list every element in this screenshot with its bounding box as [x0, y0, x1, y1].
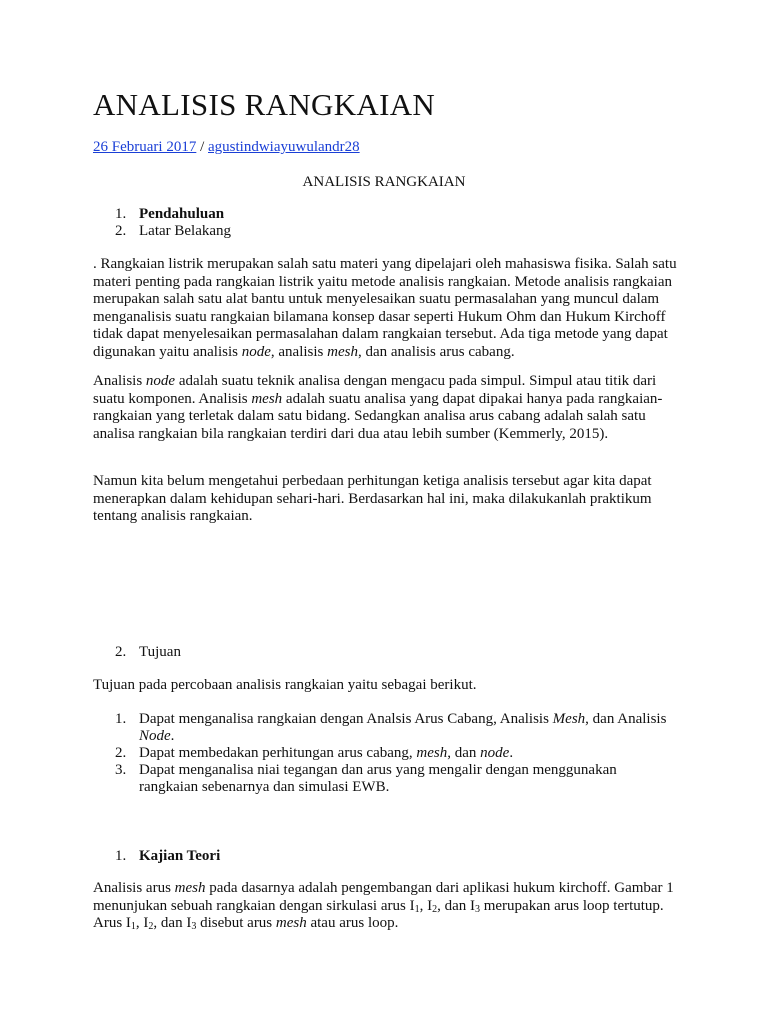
subscript: 2 — [432, 903, 438, 915]
paragraph-kajian-teori — [93, 880, 683, 933]
text-italic: mesh — [327, 343, 358, 360]
text-italic: node — [480, 745, 510, 761]
text-run: . Rangkaian listrik merupakan salah satu materi yang dipelajari oleh mahasiswa fisika. Salah satu materi penting pada rangkaian listrik yaitu metode analisis rangkaian. Metode analisis rangkaian merupakan salah satu alat bantu untuk menyelesaikan suatu permasalahan yang muncul dalam menganalisis suatu rangkaian bilamana konsep dasar seperti Hukum Ohm dan Hukum Kirchoff tidak dapat menyelesaikan permasalahan dalam rangkaian tersebut. Ada tiga metode yang dapat digunakan yaitu analisis — [93, 256, 677, 360]
post-meta — [93, 138, 360, 156]
text-run: adalah suatu teknik analisa dengan mengacu pada simpul. Simpul atau titik dari suatu komponen. Analisis — [93, 373, 657, 407]
author-link[interactable]: agustindwiayuwulandr28 — [208, 139, 360, 155]
list-number: 1. — [115, 206, 127, 222]
text-run: Dapat menganalisa rangkaian dengan Analsis Arus Cabang, Analisis — [139, 711, 553, 727]
list-item — [115, 711, 667, 744]
list-item — [115, 762, 617, 795]
date-link[interactable]: 26 Februari 2017 — [93, 139, 197, 155]
text-italic: mesh — [174, 880, 206, 896]
text-run: , dan Analisis — [585, 711, 667, 727]
list-text: Dapat menganalisa niai tegangan dan arus yang mengalir dengan menggunakan rangkaian sebenarnya dan simulasi EWB. — [139, 762, 617, 795]
paragraph-latar-belakang — [93, 256, 683, 361]
list-label: Tujuan — [139, 644, 181, 660]
list-item — [115, 644, 181, 661]
text-run: . — [509, 745, 514, 761]
text-italic: Mesh — [552, 711, 586, 727]
list-label: Latar Belakang — [139, 223, 232, 239]
section-heading: ANALISIS RANGKAIAN — [302, 174, 466, 190]
list-item — [115, 223, 232, 240]
list-number: 2. — [115, 745, 127, 761]
paragraph-namun: Namun kita belum mengetahui perbedaan perhitungan ketiga analisis tersebut agar kita dapat menerapkan dalam kehidupan sehari-hari. Berdasarkan hal ini, maka dilakukanlah praktikum tentang analisis rangkaian. — [93, 473, 652, 524]
text-italic: mesh — [416, 745, 448, 761]
text-italic: mesh — [275, 915, 307, 931]
list-number: 1. — [115, 711, 127, 727]
list-item — [115, 848, 221, 865]
list-number: 3. — [115, 762, 127, 778]
text-run: merupakan arus loop tertutup. Arus I — [93, 897, 664, 931]
subscript: 3 — [191, 921, 197, 932]
text-run: Dapat membedakan perhitungan arus cabang, — [139, 745, 417, 761]
list-text — [139, 745, 679, 762]
list-label: Pendahuluan — [139, 206, 225, 222]
text-run: atau arus loop. — [306, 915, 399, 931]
text-run: , dan I — [437, 897, 475, 914]
text-run: , dan analisis arus cabang. — [357, 343, 515, 360]
text-run: , I — [135, 915, 149, 931]
paragraph-tujuan-intro: Tujuan pada percobaan analisis rangkaian yaitu sebagai berikut. — [93, 677, 477, 693]
text-run: Analisis arus — [93, 880, 175, 896]
subscript: 2 — [148, 921, 154, 932]
list-item — [115, 745, 514, 762]
text-italic: mesh — [251, 390, 283, 407]
text-run: disebut arus — [196, 915, 276, 931]
text-run: Analisis — [93, 373, 146, 389]
page-title: ANALISIS RANGKAIAN — [93, 87, 436, 122]
text-run: , I — [419, 897, 433, 914]
paragraph-analisis-node — [93, 373, 683, 443]
text-italic: node — [241, 343, 271, 360]
list-item — [115, 206, 225, 223]
meta-separator: / — [196, 139, 208, 155]
text-run: pada dasarnya adalah pengembangan dari aplikasi hukum kirchoff. Gambar 1 menunjukan sebuah rangkaian dengan sirkulasi arus I — [93, 880, 674, 914]
list-number: 1. — [115, 848, 127, 864]
text-italic: Node — [139, 728, 171, 744]
text-run: , analisis — [270, 343, 328, 360]
subscript: 1 — [414, 903, 420, 915]
list-label: Kajian Teori — [139, 848, 221, 864]
text-italic: node — [145, 373, 176, 389]
text-run: , dan — [447, 745, 481, 761]
list-text — [139, 711, 679, 745]
text-run: , dan I — [153, 915, 192, 931]
text-run: adalah suatu analisa yang dapat dipakai hanya pada rangkaian-rangkaian yang terletak dalam satu bidang. Sedangkan analisa arus cabang adalah salah satu analisa rangkaian bila rangkaian terdiri dari dua atau lebih sumber (Kemmerly, 2015). — [93, 390, 663, 442]
list-number: 2. — [115, 644, 127, 660]
subscript: 1 — [130, 921, 136, 932]
text-run: . — [170, 728, 175, 744]
subscript: 3 — [474, 903, 480, 915]
list-number: 2. — [115, 223, 127, 239]
